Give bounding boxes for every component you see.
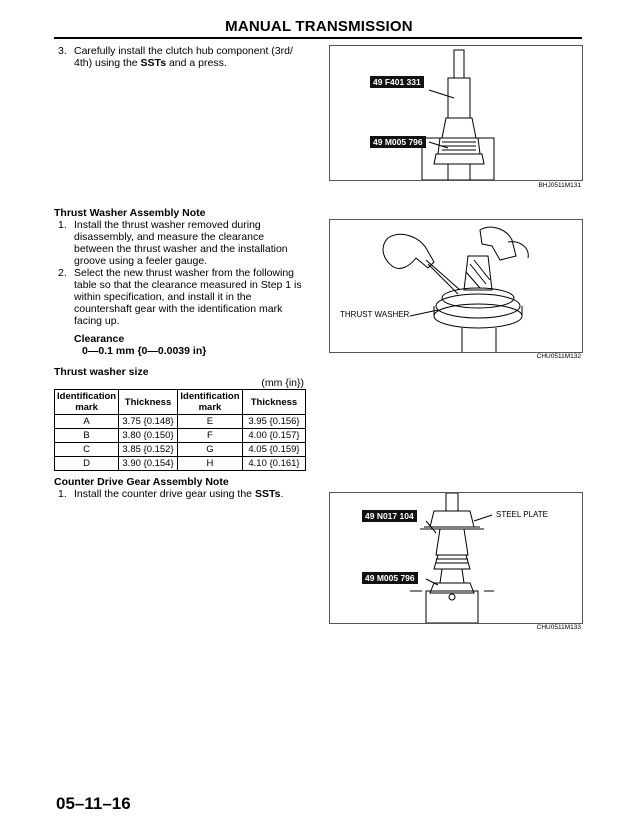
thrust-washer-size-table bbox=[54, 389, 306, 471]
table-header-cell: Thickness bbox=[119, 390, 178, 415]
step-3-sst-bold: SSTs bbox=[140, 57, 167, 69]
table-cell: E bbox=[177, 415, 242, 429]
step-3-line-2 bbox=[74, 57, 314, 69]
table-cell: F bbox=[177, 429, 242, 443]
tw-step-1-line: Install the thrust washer removed during bbox=[74, 219, 261, 231]
tw-step-2-number: 2. bbox=[58, 267, 67, 279]
table-cell: 4.05 {0.159} bbox=[242, 443, 305, 457]
table-cell: 3.95 {0.156} bbox=[242, 415, 305, 429]
tw-step-1-number: 1. bbox=[58, 219, 67, 231]
figure-1-code: BHJ0511M131 bbox=[538, 182, 581, 189]
tw-step-2-line: within specification, and install it in the bbox=[74, 291, 252, 303]
table-cell: 3.75 {0.148} bbox=[119, 415, 178, 429]
cdg-step-1-post: . bbox=[280, 488, 284, 500]
tw-step-1-line: between the thrust washer and the installation bbox=[74, 243, 288, 255]
table-cell: 3.90 {0.154} bbox=[119, 457, 178, 471]
tw-step-2-line: Select the new thrust washer from the following bbox=[74, 267, 295, 279]
table-header-cell: Identification mark bbox=[55, 390, 119, 415]
table-cell: 3.80 {0.150} bbox=[119, 429, 178, 443]
cdg-step-1-number: 1. bbox=[58, 488, 67, 500]
table-cell: C bbox=[55, 443, 119, 457]
step-3-text-post: and a press. bbox=[166, 57, 227, 69]
figure-2-illustration bbox=[330, 220, 582, 352]
figure-clutch-hub-press bbox=[329, 45, 583, 181]
table-cell: D bbox=[55, 457, 119, 471]
sst-tag-49m005796-b: 49 M005 796 bbox=[362, 572, 418, 584]
table-header-cell: Thickness bbox=[242, 390, 305, 415]
tw-step-2-text bbox=[74, 267, 319, 327]
thrust-washer-label: THRUST WASHER bbox=[340, 310, 410, 319]
sst-tag-49n017104: 49 N017 104 bbox=[362, 510, 417, 522]
cdg-step-1-text bbox=[74, 488, 319, 500]
clearance-value: 0—0.1 mm {0—0.0039 in} bbox=[82, 345, 207, 357]
figure-counter-drive-gear bbox=[329, 492, 583, 624]
counter-drive-gear-heading: Counter Drive Gear Assembly Note bbox=[54, 476, 229, 488]
header-divider bbox=[54, 37, 582, 39]
table-unit: (mm {in}) bbox=[261, 377, 304, 389]
tw-step-2-line: facing up. bbox=[74, 315, 120, 327]
cdg-step-1-pre: Install the counter drive gear using the bbox=[74, 488, 255, 500]
clearance-label: Clearance bbox=[74, 333, 125, 345]
sst-tag-49f401331: 49 F401 331 bbox=[370, 76, 424, 88]
tw-step-1-line: disassembly, and measure the clearance bbox=[74, 231, 265, 243]
step-3-line-1: Carefully install the clutch hub component (3rd/ bbox=[74, 45, 293, 57]
sst-tag-49m005796: 49 M005 796 bbox=[370, 136, 426, 148]
steel-plate-label: STEEL PLATE bbox=[496, 510, 549, 519]
table-header-cell: Identification mark bbox=[177, 390, 242, 415]
table-cell: A bbox=[55, 415, 119, 429]
tw-step-1-text bbox=[74, 219, 319, 267]
tw-step-2-line: table so that the clearance measured in Step 1 is bbox=[74, 279, 302, 291]
table-row bbox=[55, 415, 306, 429]
figure-2-code: CHU0511M132 bbox=[536, 353, 581, 360]
table-cell: G bbox=[177, 443, 242, 457]
table-cell: 3.85 {0.152} bbox=[119, 443, 178, 457]
table-cell: 4.00 {0.157} bbox=[242, 429, 305, 443]
step-3-number: 3. bbox=[58, 45, 67, 57]
table-cell: B bbox=[55, 429, 119, 443]
table-cell: 4.10 {0.161} bbox=[242, 457, 305, 471]
tw-step-2-line: countershaft gear with the identification mark bbox=[74, 303, 283, 315]
figure-3-code: CHU0511M133 bbox=[536, 624, 581, 631]
table-row bbox=[55, 457, 306, 471]
figure-thrust-washer bbox=[329, 219, 583, 353]
table-title: Thrust washer size bbox=[54, 366, 149, 378]
table-header-row bbox=[55, 390, 306, 415]
figure-1-illustration bbox=[330, 46, 582, 180]
table-row bbox=[55, 443, 306, 457]
step-3-text-pre: 4th) using the bbox=[74, 57, 141, 69]
table-cell: H bbox=[177, 457, 242, 471]
table-row bbox=[55, 429, 306, 443]
thrust-washer-heading: Thrust Washer Assembly Note bbox=[54, 207, 206, 219]
tw-step-1-line: groove using a feeler gauge. bbox=[74, 255, 208, 267]
page-number: 05–11–16 bbox=[56, 794, 131, 813]
step-3-text bbox=[74, 45, 314, 69]
page-header-title: MANUAL TRANSMISSION bbox=[225, 18, 413, 35]
cdg-step-1-sst-bold: SSTs bbox=[254, 488, 281, 500]
